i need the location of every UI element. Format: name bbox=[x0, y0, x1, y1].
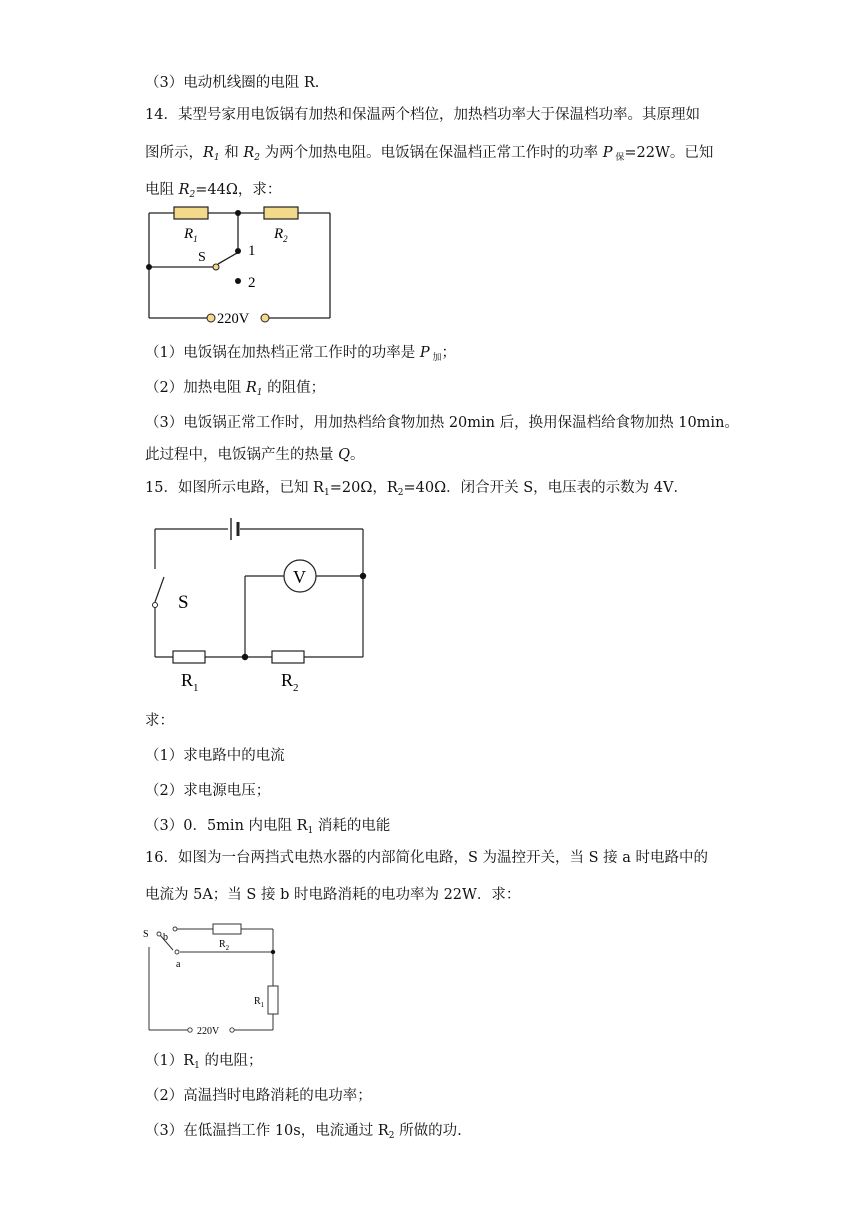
resistor-r2 bbox=[272, 651, 304, 663]
resistor-r1 bbox=[268, 986, 278, 1014]
subscript-text: 2 bbox=[189, 190, 196, 200]
subscript-text: 保 bbox=[612, 153, 625, 163]
label-r2: $R_2$ bbox=[219, 939, 230, 952]
label-r1: $R_1$ bbox=[184, 226, 198, 244]
text-segment: =22W。已知 bbox=[624, 145, 714, 161]
text-segment: 电阻 bbox=[145, 182, 179, 198]
text-segment: （2）加热电阻 bbox=[145, 380, 246, 396]
terminal-left bbox=[188, 1028, 192, 1032]
resistor-r1 bbox=[173, 651, 205, 663]
subscript-text: 1 bbox=[194, 1061, 200, 1071]
text-segment: （1）电饭锅在加热档正常工作时的功率是 bbox=[145, 345, 420, 361]
text-line bbox=[145, 1051, 263, 1076]
contact-b bbox=[173, 927, 177, 931]
text-segment: =20Ω，R bbox=[329, 480, 398, 496]
text-line bbox=[145, 378, 325, 403]
label-b: b bbox=[163, 932, 168, 943]
subscript-text: 1 bbox=[307, 826, 314, 836]
text-line bbox=[145, 478, 688, 503]
text-line bbox=[145, 1121, 462, 1146]
subscript-text: 2 bbox=[254, 153, 261, 163]
subscript-text: 2 bbox=[388, 1131, 395, 1141]
resistor-r2 bbox=[264, 207, 298, 219]
text-segment: （3）电饭锅正常工作时，用加热档给食物加热 20min 后，换用保温档给食物加热 10min。 bbox=[145, 415, 739, 431]
text-segment: =44Ω，求： bbox=[195, 182, 282, 198]
text-line bbox=[145, 781, 270, 801]
text-segment: （1）求电路中的电流 bbox=[145, 748, 285, 764]
text-segment: ； bbox=[441, 345, 456, 361]
text-segment: =40Ω．闭合开关 S，电压表的示数为 4V． bbox=[403, 480, 688, 496]
subscript-text: 1 bbox=[323, 488, 330, 498]
text-line bbox=[145, 413, 739, 433]
text-segment: R bbox=[245, 380, 257, 396]
contact-a bbox=[175, 950, 179, 954]
rice-cooker-circuit-diagram bbox=[140, 198, 340, 333]
label-r1: $R_1$ bbox=[181, 670, 199, 694]
subscript-text: 2 bbox=[397, 488, 404, 498]
text-segment: 此过程中，电饭锅产生的热量 bbox=[145, 447, 339, 463]
text-line bbox=[145, 105, 700, 125]
text-segment: 和 bbox=[219, 145, 244, 161]
text-line bbox=[145, 73, 319, 93]
switch-pivot bbox=[213, 264, 219, 270]
text-line bbox=[145, 885, 520, 905]
text-segment: 16．如图为一台两挡式电热水器的内部简化电路，S 为温控开关，当 S 接 a 时电路中的 bbox=[145, 850, 709, 866]
text-line bbox=[145, 1086, 372, 1106]
resistor-r2 bbox=[213, 924, 241, 934]
text-line bbox=[145, 816, 390, 841]
text-segment: 电流为 5A；当 S 接 b 时电路消耗的电功率为 22W．求： bbox=[145, 887, 521, 903]
voltmeter-circuit-diagram bbox=[145, 510, 375, 695]
text-segment: 14．某型号家用电饭锅有加热和保温两个档位，加热档功率大于保温档功率。其原理如 bbox=[145, 107, 700, 123]
subscript-text: 加 bbox=[429, 353, 442, 363]
text-segment: R bbox=[203, 145, 214, 161]
label-r1: $R_1$ bbox=[254, 996, 265, 1009]
label-pos1: 1 bbox=[248, 243, 256, 259]
text-segment: 的阻值； bbox=[262, 380, 326, 396]
text-segment: 。 bbox=[350, 447, 365, 463]
text-line bbox=[145, 343, 456, 368]
text-segment: （2）高温挡时电路消耗的电功率； bbox=[145, 1088, 372, 1104]
voltmeter-label: V bbox=[293, 567, 306, 587]
terminal-left bbox=[207, 314, 215, 322]
label-supply: 220V bbox=[197, 1026, 220, 1037]
text-segment: 为两个加热电阻。电饭锅在保温档正常工作时的功率 bbox=[260, 145, 603, 161]
text-segment: （3）0．5min 内电阻 R bbox=[145, 818, 308, 834]
text-segment: R bbox=[178, 182, 190, 198]
text-segment: 消耗的电能 bbox=[313, 818, 391, 834]
text-segment: 所做的功. bbox=[394, 1123, 462, 1139]
text-segment: Q bbox=[338, 447, 350, 463]
text-line bbox=[145, 143, 713, 168]
text-segment: 求： bbox=[145, 713, 174, 729]
subscript-text: 1 bbox=[256, 388, 263, 398]
text-segment: 15．如图所示电路，已知 R bbox=[145, 480, 324, 496]
label-switch: S bbox=[198, 250, 206, 265]
subscript-text: 1 bbox=[213, 153, 220, 163]
text-segment: R bbox=[243, 145, 255, 161]
water-heater-circuit-diagram bbox=[140, 913, 290, 1038]
terminal-right bbox=[230, 1028, 234, 1032]
label-switch: S bbox=[143, 929, 149, 940]
terminal-right bbox=[261, 314, 269, 322]
text-segment: P bbox=[602, 145, 613, 161]
text-segment: （2）求电源电压； bbox=[145, 783, 271, 799]
text-line bbox=[145, 445, 365, 465]
label-supply: 220V bbox=[217, 311, 250, 327]
label-pos2: 2 bbox=[248, 275, 256, 291]
text-line bbox=[145, 746, 285, 766]
resistor-r1 bbox=[174, 207, 208, 219]
text-segment: （3）电动机线圈的电阻 R. bbox=[145, 75, 320, 91]
text-segment: P bbox=[419, 345, 430, 361]
text-segment: 的电阻； bbox=[199, 1053, 263, 1069]
label-r2: $R_2$ bbox=[281, 670, 299, 694]
label-r2: $R_2$ bbox=[274, 226, 288, 244]
text-line bbox=[145, 711, 174, 731]
text-segment: （1）R bbox=[145, 1053, 195, 1069]
label-switch: S bbox=[178, 592, 189, 613]
switch-contact bbox=[153, 603, 158, 608]
text-segment: 图所示， bbox=[145, 145, 203, 161]
label-a: a bbox=[176, 959, 181, 970]
text-line bbox=[145, 848, 708, 868]
text-segment: （3）在低温挡工作 10s，电流通过 R bbox=[145, 1123, 389, 1139]
